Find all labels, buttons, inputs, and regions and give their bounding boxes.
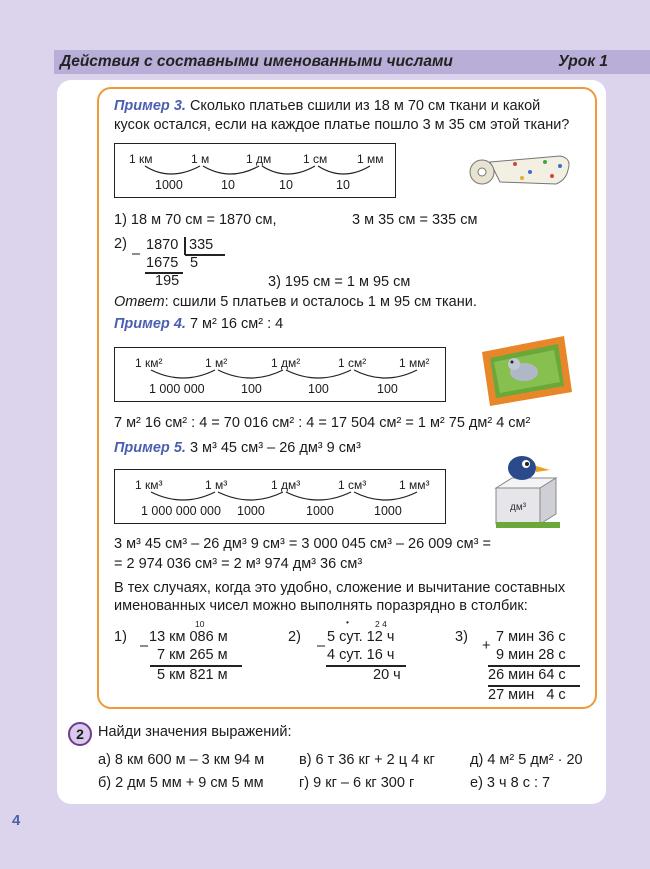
- column-1-result: 5 км 821 м: [157, 667, 228, 683]
- conversion-factor: 1 000 000 000: [141, 504, 221, 518]
- example-4-label: Пример 4.: [114, 316, 186, 332]
- conversion-factor: 100: [308, 382, 329, 396]
- column-3-number: 3): [455, 629, 468, 645]
- unit-label: 1 м²: [205, 356, 228, 370]
- column-3-sum: 26 мин 64 с: [488, 667, 566, 683]
- unit-label: 1 км³: [135, 478, 163, 492]
- task-item: е) 3 ч 8 с : 7: [470, 775, 551, 791]
- unit-label: 1 см³: [338, 478, 367, 492]
- unit-label: 1 м³: [205, 478, 228, 492]
- fabric-roll-illustration: [460, 150, 575, 190]
- column-1-subtrahend: 7 км 265 м: [157, 647, 228, 663]
- task-number-badge: 2: [68, 722, 92, 746]
- column-2-minuend: 5 сут. 12 ч: [327, 629, 395, 645]
- example-5-solution-2: = 2 974 036 см³ = 2 м³ 974 дм³ 36 см³: [114, 556, 363, 572]
- division-bar: [184, 237, 186, 255]
- volume-units-chain: [114, 469, 446, 524]
- unit-label: 1 м: [191, 152, 210, 166]
- remainder: 195: [155, 273, 180, 289]
- column-1-number: 1): [114, 629, 127, 645]
- example-3-text: Сколько платьев сшили из 18 м 70 см ткани и какой: [189, 98, 541, 114]
- lesson-label: Урок 1: [558, 53, 608, 70]
- column-3-result: 27 мин 4 с: [488, 687, 566, 703]
- conversion-factor: 1000: [155, 178, 183, 192]
- dividend: 1870: [146, 237, 179, 253]
- example-5-label: Пример 5.: [114, 440, 186, 456]
- column-2-dot: •: [346, 617, 349, 627]
- carpet-mouse-illustration: [468, 330, 578, 410]
- answer-line: [114, 294, 477, 311]
- conversion-factor: 1 000 000: [149, 382, 205, 396]
- example-4-solution: 7 м² 16 см² : 4 = 70 016 см² : 4 = 17 504 см² = 1 м² 75 дм² 4 см²: [114, 415, 531, 431]
- column-2-subtrahend: 4 сут. 16 ч: [327, 647, 395, 663]
- conversion-factor: 10: [221, 178, 235, 192]
- cube-label: дм³: [510, 502, 527, 513]
- column-2-result: 20 ч: [373, 667, 401, 683]
- example-5-line: [114, 440, 361, 457]
- task-item: д) 4 м² 5 дм² · 20: [470, 752, 583, 768]
- example-3-line-1: [114, 98, 540, 115]
- unit-label: 1 см²: [338, 356, 367, 370]
- conversion-factor: 1000: [374, 504, 402, 518]
- quotient: 5: [190, 255, 199, 271]
- task-2-prompt: Найди значения выражений:: [98, 724, 292, 740]
- conversion-factor: 100: [377, 382, 398, 396]
- unit-label: 1 км: [129, 152, 153, 166]
- note-line-2: именованных чисел можно выполнять поразрядно в столбик:: [114, 598, 528, 614]
- header-bar: [54, 50, 650, 74]
- column-2-sign: –: [317, 638, 326, 654]
- example-3-label: Пример 3.: [114, 98, 186, 114]
- task-item: а) 8 км 600 м – 3 км 94 м: [98, 752, 265, 768]
- example-4-line: [114, 316, 283, 333]
- unit-label: 1 мм: [357, 152, 384, 166]
- step-3: 3) 195 см = 1 м 95 см: [268, 274, 411, 290]
- column-3-addend-1: 7 мин 36 с: [496, 629, 566, 645]
- column-2-carry: 2 4: [375, 619, 387, 629]
- bird-cube-illustration: [478, 448, 578, 530]
- example-5-solution-1: 3 м³ 45 см³ – 26 дм³ 9 см³ = 3 000 045 см³ – 26 009 см³ =: [114, 536, 491, 552]
- column-3-addend-2: 9 мин 28 с: [496, 647, 566, 663]
- unit-label: 1 км²: [135, 356, 163, 370]
- column-1-minuend: 13 км 086 м: [149, 629, 228, 645]
- example-4-task: 7 м² 16 см² : 4: [189, 316, 284, 332]
- column-2-number: 2): [288, 629, 301, 645]
- unit-label: 1 дм³: [271, 478, 301, 492]
- task-item: г) 9 кг – 6 кг 300 г: [299, 775, 415, 791]
- task-item: б) 2 дм 5 мм + 9 см 5 мм: [98, 775, 264, 791]
- conversion-factor: 1000: [306, 504, 334, 518]
- step-2-label: 2): [114, 236, 127, 252]
- step-1b: 3 м 35 см = 335 см: [352, 212, 478, 228]
- conversion-factor: 100: [241, 382, 262, 396]
- unit-label: 1 дм: [246, 152, 272, 166]
- length-units-chain: [114, 143, 396, 198]
- column-1-carry: 10: [195, 619, 205, 629]
- step-1: 1) 18 м 70 см = 1870 см,: [114, 212, 277, 228]
- divisor: 335: [189, 237, 214, 253]
- unit-label: 1 дм²: [271, 356, 301, 370]
- unit-label: 1 мм²: [399, 356, 430, 370]
- chapter-title: Действия с составными именованными числами: [60, 53, 453, 70]
- conversion-factor: 10: [336, 178, 350, 192]
- example-5-task: 3 м³ 45 см³ – 26 дм³ 9 см³: [189, 440, 361, 456]
- task-item: в) 6 т 36 кг + 2 ц 4 кг: [299, 752, 435, 768]
- conversion-factor: 10: [279, 178, 293, 192]
- unit-label: 1 см: [303, 152, 328, 166]
- area-units-chain: [114, 347, 446, 402]
- conversion-factor: 1000: [237, 504, 265, 518]
- answer-text: : сшили 5 платьев и осталось 1 м 95 см ткани.: [164, 294, 477, 310]
- example-3-line-2: кусок остался, если на каждое платье пошло 3 м 35 см этой ткани?: [114, 117, 570, 133]
- unit-label: 1 мм³: [399, 478, 430, 492]
- page-number: 4: [12, 812, 21, 829]
- column-1-sign: –: [140, 638, 149, 654]
- answer-label: Ответ: [114, 294, 165, 310]
- subtrahend: 1675: [146, 255, 179, 271]
- column-3-sign: +: [482, 638, 491, 654]
- minus-sign: –: [132, 246, 141, 262]
- note-line-1: В тех случаях, когда это удобно, сложение и вычитание составных: [114, 580, 566, 596]
